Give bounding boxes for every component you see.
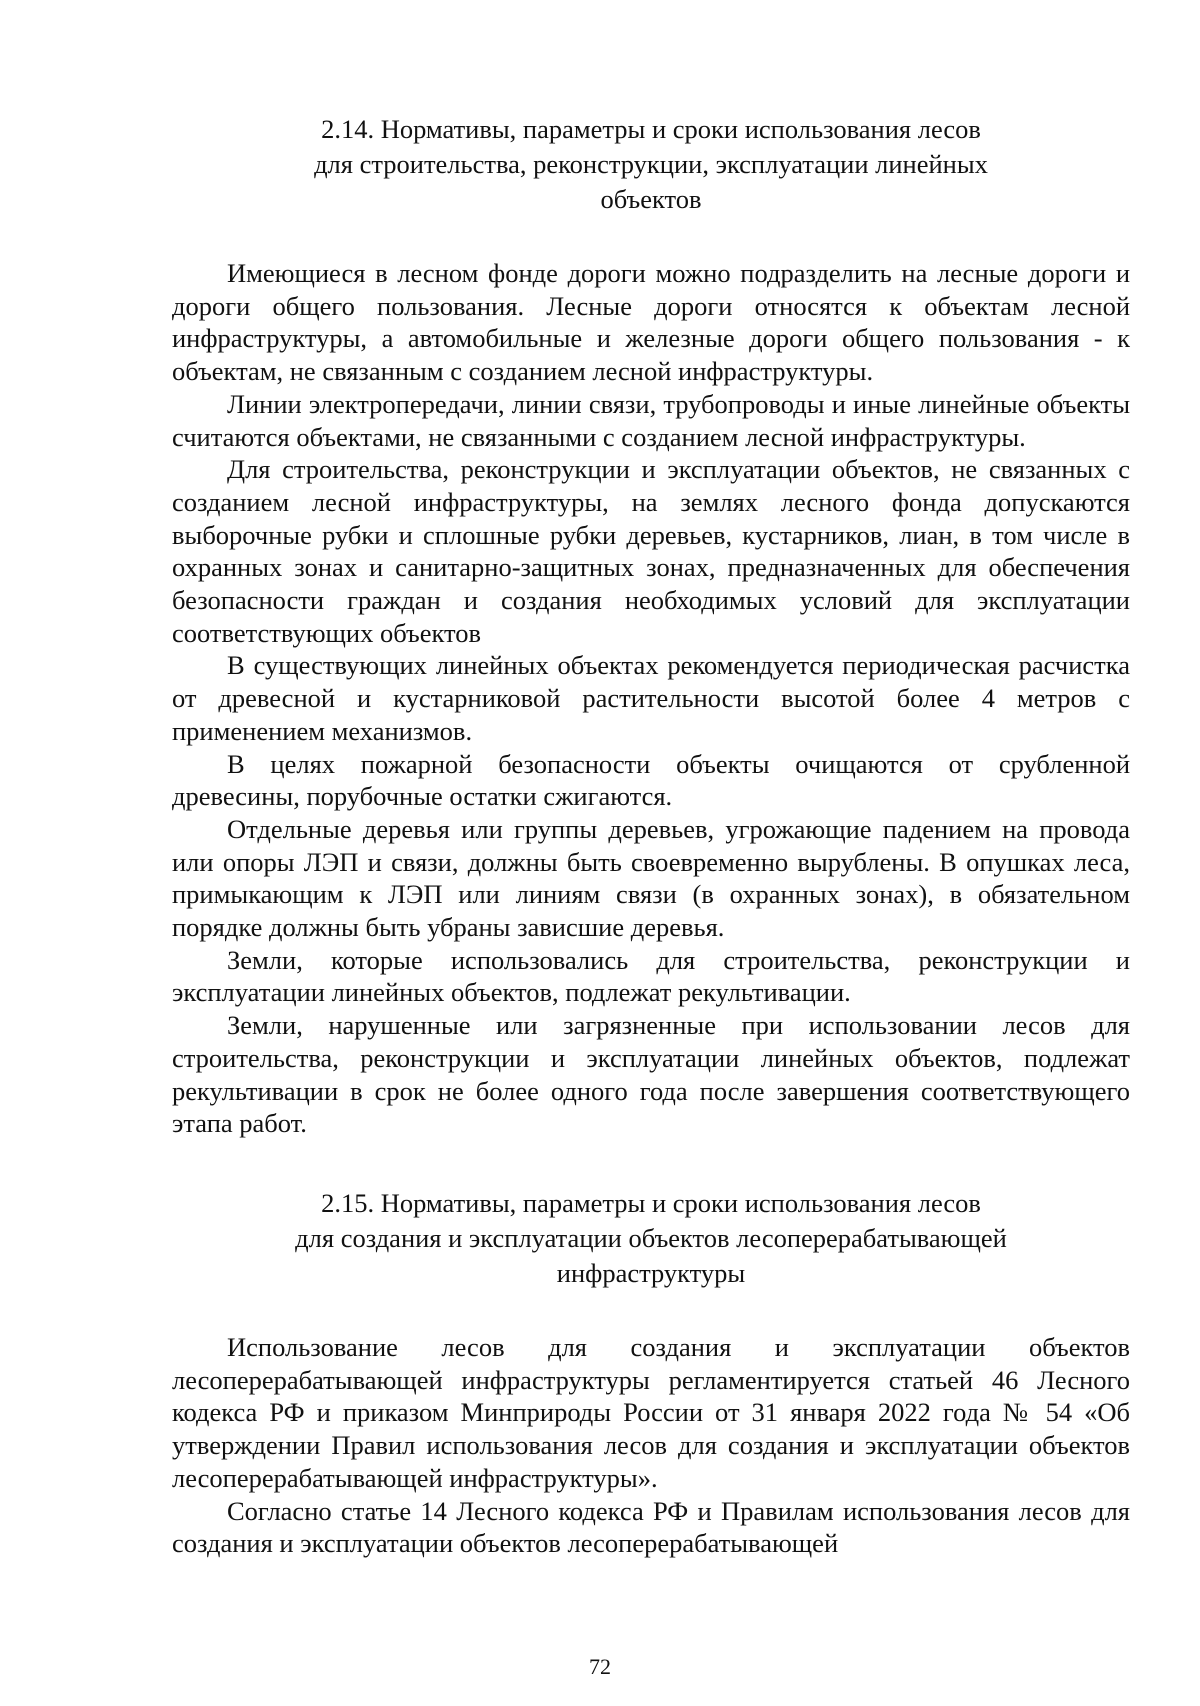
paragraph: Имеющиеся в лесном фонде дороги можно подразделить на лесные дороги и дороги общего пользования. Лесные дороги относятся к объектам лесной инфраструктуры, а автомобильные и железные дороги общего пользования - к объектам, не связанным с созданием лесной инфраструктуры. [172, 258, 1130, 387]
section-2-14-heading [172, 112, 1130, 217]
page-number: 72 [589, 1654, 611, 1679]
paragraph: Использование лесов для создания и эксплуатации объектов лесоперерабатывающей инфраструктуры регламентируется статьей 46 Лесного кодекса РФ и приказом Минприроды России от 31 января 2022 года № 54 «Об утверждении Правил использования лесов для создания и эксплуатации объектов лесоперерабатывающей инфраструктуры». [172, 1331, 1130, 1493]
page-content [172, 112, 1130, 1560]
paragraph: Земли, нарушенные или загрязненные при использовании лесов для строительства, реконструкции и эксплуатации линейных объектов, подлежат рекультивации в срок не более одного года после завершения соответствующего этапа работ. [172, 1010, 1130, 1139]
paragraph: Согласно статье 14 Лесного кодекса РФ и Правилам использования лесов для создания и эксплуатации объектов лесоперерабатывающей [172, 1495, 1130, 1559]
heading-line: для строительства, реконструкции, эксплуатации линейных [314, 149, 988, 179]
paragraph: В существующих линейных объектах рекомендуется периодическая расчистка от древесной и кустарниковой растительности высотой более 4 метров с применением механизмов. [172, 650, 1130, 746]
paragraph: Линии электропередачи, линии связи, трубопроводы и иные линейные объекты считаются объектами, не связанными с созданием лесной инфраструктуры. [172, 388, 1130, 452]
heading-line: инфраструктуры [556, 1257, 746, 1288]
heading-line: 2.15. Нормативы, параметры и сроки использования лесов [321, 1187, 981, 1218]
section-2-15-heading [172, 1186, 1130, 1291]
paragraph: Для строительства, реконструкции и эксплуатации объектов, не связанных с созданием лесной инфраструктуры, на землях лесного фонда допускаются выборочные рубки и сплошные рубки деревьев, кустарников, лиан, в том числе в охранных зонах и санитарно-защитных зонах, предназначенных для обеспечения безопасности граждан и создания необходимых условий для эксплуатации соответствующих объектов [172, 454, 1130, 648]
heading-line: для создания и эксплуатации объектов лесоперерабатывающей [295, 1222, 1007, 1253]
heading-line: 2.14. Нормативы, параметры и сроки использования лесов [321, 114, 981, 144]
paragraph: Земли, которые использовались для строительства, реконструкции и эксплуатации линейных объектов, подлежат рекультивации. [172, 944, 1130, 1008]
paragraph: В целях пожарной безопасности объекты очищаются от срубленной древесины, порубочные остатки сжигаются. [172, 748, 1130, 812]
paragraph: Отдельные деревья или группы деревьев, угрожающие падением на провода или опоры ЛЭП и связи, должны быть своевременно вырублены. В опушках леса, примыкающим к ЛЭП или линиям связи (в охранных зонах), в обязательном порядке должны быть убраны зависшие деревья. [172, 813, 1130, 943]
heading-line: объектов [600, 184, 702, 214]
